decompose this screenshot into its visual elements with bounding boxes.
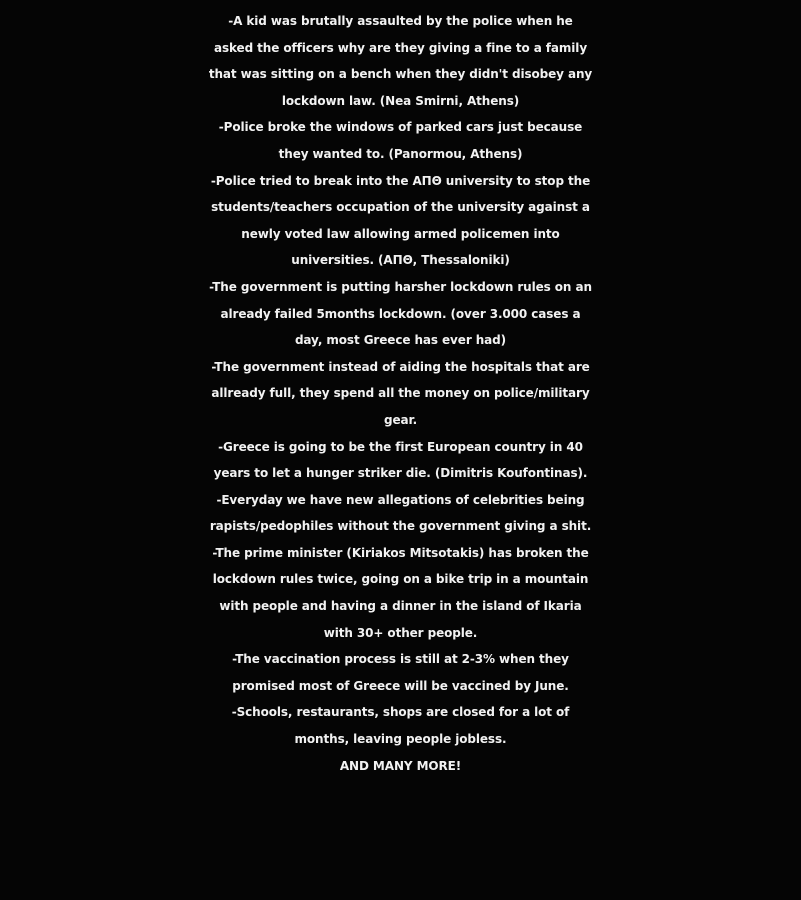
text-line: -The government instead of aiding the hospitals that are [211,359,590,374]
text-line: years to let a hunger striker die. (Dimitris Koufontinas). [213,466,588,481]
text-line: they wanted to. (Panormou, Athens) [278,146,523,161]
closing-line: AND MANY MORE! [339,758,462,773]
text-line: students/teachers occupation of the university against a [211,200,590,215]
text-line: day, most Greece has ever had) [294,333,507,348]
text-line: lockdown law. (Nea Smirni, Athens) [281,93,520,108]
text-line: lockdown rules twice, going on a bike trip in a mountain [212,572,589,587]
text-line: rapists/pedophiles without the government giving a shit. [209,519,592,534]
text-line: -Greece is going to be the first European country in 40 [218,439,583,454]
text-line: -Schools, restaurants, shops are closed for a lot of [231,705,570,720]
text-line: allready full, they spend all the money on police/military [211,386,590,401]
text-line: asked the officers why are they giving a fine to a family [213,40,588,55]
text-line: with 30+ other people. [323,625,478,640]
text-line: already failed 5months lockdown. (over 3.000 cases a [220,306,581,321]
text-line: gear. [383,412,418,427]
text-line: -A kid was brutally assaulted by the police when he [228,14,573,28]
text-line: -Everyday we have new allegations of celebrities being [216,492,585,507]
text-line: -Police broke the windows of parked cars just because [218,120,583,135]
text-line: -The prime minister (Kiriakos Mitsotakis) has broken the [212,545,589,560]
text-line: universities. (ΑΠΘ, Thessaloniki) [291,253,510,268]
text-line: -The government is putting harsher lockdown rules on an [209,279,592,294]
text-line: newly voted law allowing armed policemen into [241,226,560,241]
text-line: months, leaving people jobless. [294,732,507,747]
text-line: promised most of Greece will be vaccined by June. [232,678,569,693]
text-line: -The vaccination process is still at 2-3% when they [232,652,569,667]
text-line: with people and having a dinner in the island of Ikaria [219,599,582,614]
text-line: that was sitting on a bench when they didn't disobey any [208,67,593,82]
text-line: -Police tried to break into the ΑΠΘ university to stop the [210,173,591,188]
